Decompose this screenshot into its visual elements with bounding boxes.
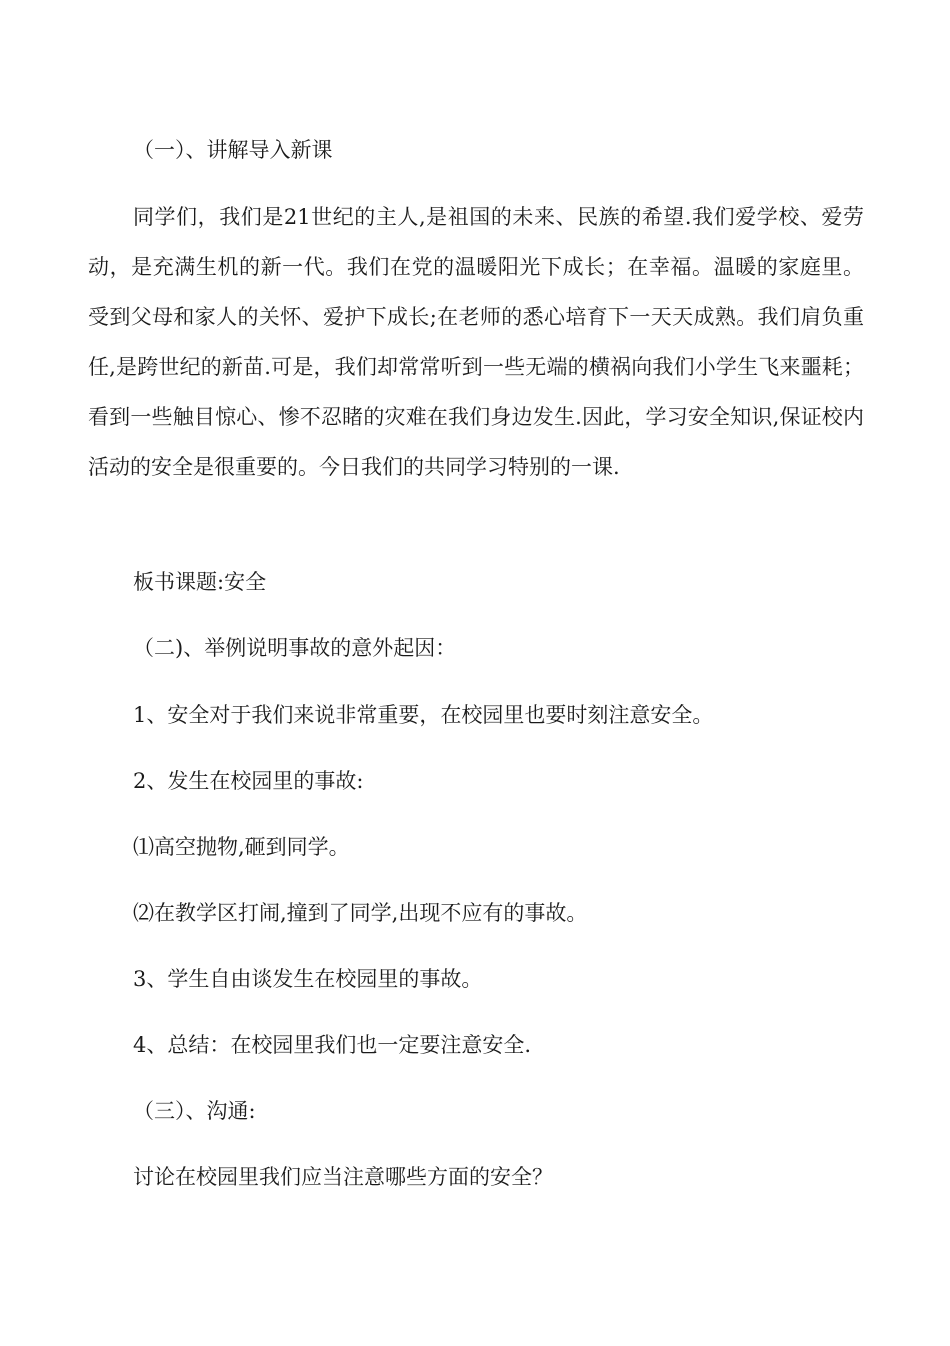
list-item-2: 2、发生在校园里的事故: — [133, 769, 364, 793]
section1-heading: （一）、讲解导入新课 — [133, 138, 333, 162]
list-item-1: 1、安全对于我们来说非常重要，在校园里也要时刻注意安全。 — [133, 703, 714, 727]
list-item-4: 4、总结：在校园里我们也一定要注意安全. — [133, 1033, 532, 1057]
board-title: 板书课题:安全 — [133, 570, 267, 594]
discussion-question: 讨论在校园里我们应当注意哪些方面的安全？ — [133, 1165, 553, 1189]
section3-heading: （三）、沟通: — [133, 1099, 256, 1123]
list-item-2-sub-1: ⑴高空抛物,砸到同学。 — [133, 835, 350, 859]
intro-paragraph: 同学们，我们是21世纪的主人,是祖国的未来、民族的希望.我们爱学校、爱劳动，是充满生机的新一代。我们在党的温暖阳光下成长；在幸福。温暖的家庭里。受到父母和家人的关怀、爱护下成长;在老师的悉心培育下一天天成熟。我们肩负重任,是跨世纪的新苗.可是，我们却常常听到一些无端的横祸向我们小学生飞来噩耗；看到一些触目惊心、惨不忍睹的灾难在我们身边发生.因此，学习安全知识,保证校内活动的安全是很重要的。今日我们的共同学习特别的一课. — [88, 205, 864, 479]
list-item-3: 3、学生自由谈发生在校园里的事故。 — [133, 967, 483, 991]
section2-heading: （二)、举例说明事故的意外起因： — [133, 636, 457, 660]
list-item-2-sub-2: ⑵在教学区打闹,撞到了同学,出现不应有的事故。 — [133, 901, 588, 925]
